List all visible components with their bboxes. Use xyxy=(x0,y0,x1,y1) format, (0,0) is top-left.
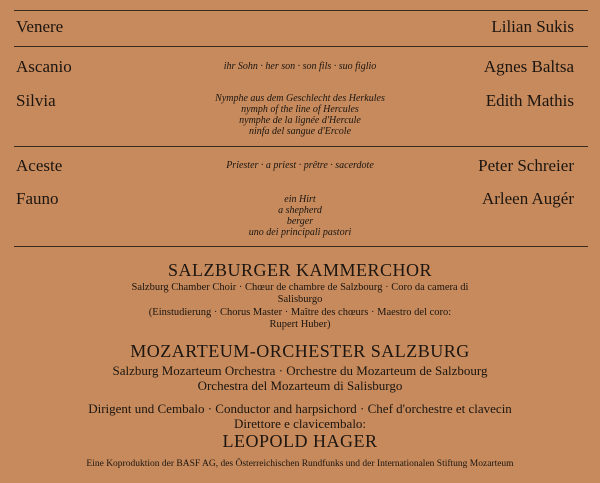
role-ascanio-translation: ihr Sohn · her son · son fils · suo figlio xyxy=(223,61,377,72)
role-ascanio: Ascanio xyxy=(16,57,72,76)
singer-fauno: Arleen Augér xyxy=(481,189,574,208)
role-silvia: Silvia xyxy=(16,91,56,110)
choir-name: SALZBURGER KAMMERCHOR xyxy=(167,260,433,280)
role-silvia-translation: Nymphe aus dem Geschlecht des Herkules nymph of the line of Hercules nymphe de la lignée d'Hercule ninfa del sangue d'Ercole xyxy=(215,93,385,137)
coproduction-note: Eine Koproduktion der BASF AG, des Österreichischen Rundfunks und der Internationalen Stiftung Mozarteum xyxy=(86,459,514,469)
chorus-master: (Einstudierung · Chorus Master · Maître des chœurs · Maestro del coro: Rupert Huber) xyxy=(148,307,452,330)
divider xyxy=(14,146,588,147)
role-aceste-translation: Priester · a priest · prêtre · sacerdote xyxy=(226,160,374,171)
role-fauno-translation: ein Hirt a shepherd berger uno dei principali pastori xyxy=(248,194,352,238)
singer-silvia: Edith Mathis xyxy=(485,91,574,110)
conductor-role: Dirigent und Cembalo · Conductor and harpsichord · Chef d'orchestre et clavecin Direttore e clavicembalo: xyxy=(88,401,512,431)
divider xyxy=(14,246,588,247)
divider xyxy=(14,10,588,11)
divider xyxy=(14,46,588,47)
singer-aceste: Peter Schreier xyxy=(478,156,574,175)
conductor-name: LEOPOLD HAGER xyxy=(222,431,378,451)
orchestra-translations: Salzburg Mozarteum Orchestra · Orchestre du Mozarteum de Salzbourg Orchestra del Mozarteum di Salisburgo xyxy=(112,363,488,393)
role-venere: Venere xyxy=(16,17,64,36)
role-aceste: Aceste xyxy=(16,156,63,175)
singer-venere: Lilian Sukis xyxy=(491,17,574,36)
role-fauno: Fauno xyxy=(16,189,59,208)
choir-translations: Salzburg Chamber Choir · Chœur de chambre de Salzbourg · Coro da camera di Salisburgo xyxy=(131,282,469,305)
orchestra-name: MOZARTEUM-ORCHESTER SALZBURG xyxy=(130,341,470,361)
singer-ascanio: Agnes Baltsa xyxy=(483,57,574,76)
